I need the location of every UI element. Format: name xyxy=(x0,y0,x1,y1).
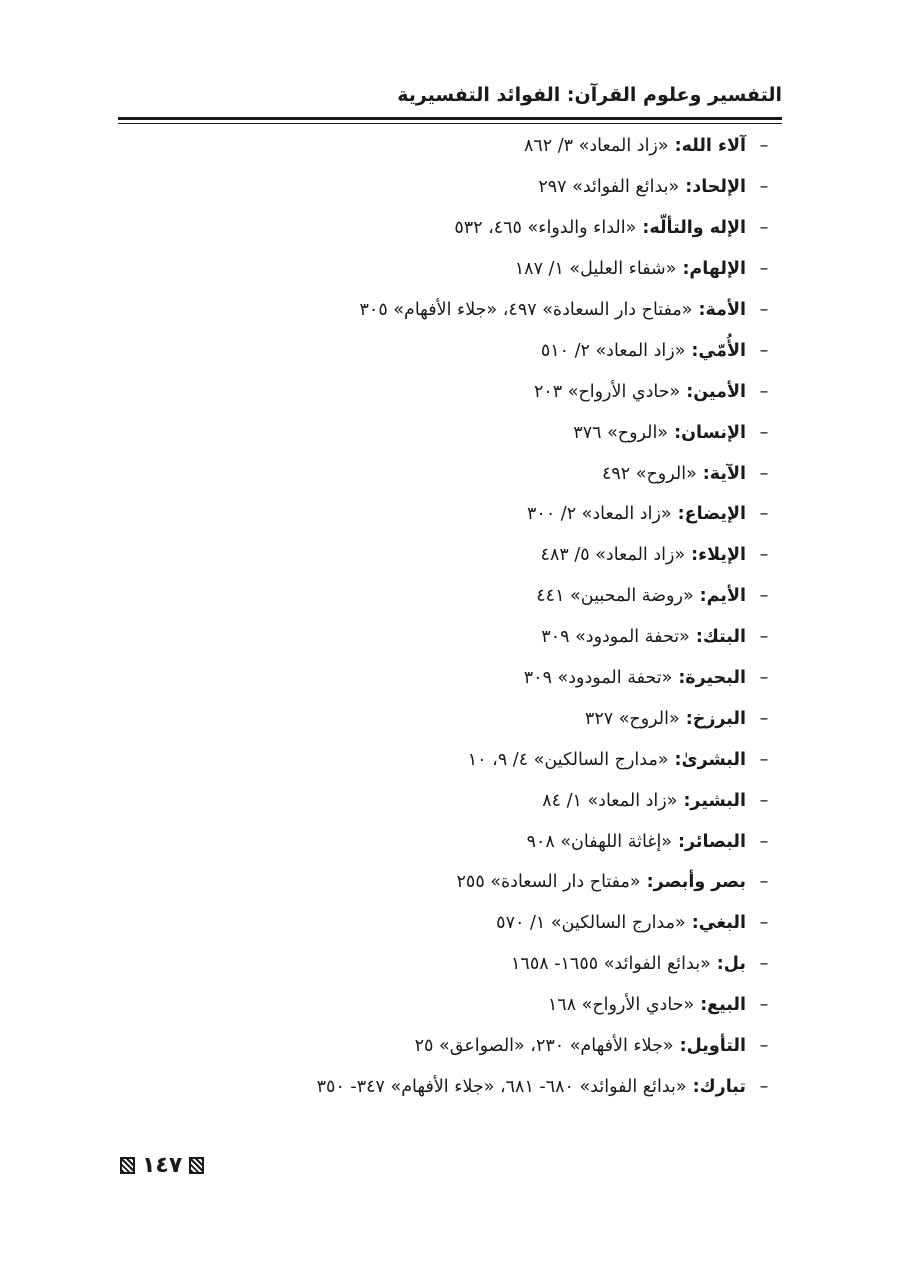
entry-reference: «مدارج السالكين» ٤/ ٩، ١٠ xyxy=(467,749,669,770)
entry-term: آلاء الله: xyxy=(674,136,746,157)
entry-reference: «تحفة المودود» ٣٠٩ xyxy=(523,668,673,689)
entry-dash: – xyxy=(759,627,769,648)
header-rule-thin xyxy=(118,123,782,124)
page-footer xyxy=(120,1153,204,1178)
index-entry xyxy=(102,494,782,535)
header-rule-thick xyxy=(118,117,782,120)
entry-reference: «مفتاح دار السعادة» ٢٥٥ xyxy=(456,872,641,893)
entry-dash: – xyxy=(759,422,769,443)
index-entry xyxy=(102,1066,782,1107)
entry-term: الإله والتألّه: xyxy=(642,218,746,239)
entry-term: البصائر: xyxy=(678,831,746,852)
entry-reference: «شفاء العليل» ١/ ١٨٧ xyxy=(514,259,677,280)
entry-reference: «حادي الأرواح» ١٦٨ xyxy=(547,995,695,1016)
entry-term: الإنسان: xyxy=(674,422,746,443)
index-entry xyxy=(102,290,782,331)
entry-reference: «جلاء الأفهام» ٢٣٠، «الصواعق» ٢٥ xyxy=(414,1036,674,1057)
entry-dash: – xyxy=(759,340,769,361)
entry-dash: – xyxy=(759,708,769,729)
entry-dash: – xyxy=(759,954,769,975)
ornament-left-icon xyxy=(120,1157,135,1174)
entry-term: الآية: xyxy=(702,463,746,484)
entry-reference: «زاد المعاد» ٥/ ٤٨٣ xyxy=(540,545,686,566)
entry-reference: «مدارج السالكين» ١/ ٥٧٠ xyxy=(496,913,686,934)
index-entry xyxy=(102,617,782,658)
entry-reference: «بدائع الفوائد» ١٦٥٥- ١٦٥٨ xyxy=(511,954,711,975)
entry-dash: – xyxy=(759,504,769,525)
entry-dash: – xyxy=(759,668,769,689)
entry-term: البرزخ: xyxy=(685,708,746,729)
index-entry xyxy=(102,658,782,699)
entry-term: البتك: xyxy=(695,627,746,648)
entry-dash: – xyxy=(759,790,769,811)
entry-term: البحيرة: xyxy=(678,668,746,689)
entry-dash: – xyxy=(759,1076,769,1097)
entry-dash: – xyxy=(759,177,769,198)
entry-term: تبارك: xyxy=(692,1076,746,1097)
entry-reference: «مفتاح دار السعادة» ٤٩٧، «جلاء الأفهام» ٣٠٥ xyxy=(359,300,693,320)
entry-dash: – xyxy=(759,995,769,1016)
entry-term: الأيم: xyxy=(699,586,746,607)
entry-reference: «زاد المعاد» ١/ ٨٤ xyxy=(542,790,678,811)
entry-reference: «بدائع الفوائد» ٢٩٧ xyxy=(538,177,680,198)
running-header: التفسير وعلوم القرآن: الفوائد التفسيرية xyxy=(397,84,782,106)
index-entry xyxy=(102,412,782,453)
entry-dash: – xyxy=(759,463,769,484)
entry-dash: – xyxy=(759,136,769,157)
entry-reference: «الروح» ٣٢٧ xyxy=(584,708,680,729)
entry-term: البغي: xyxy=(691,913,746,934)
index-entry xyxy=(102,739,782,780)
entry-dash: – xyxy=(759,1036,769,1057)
entry-term: الإيلاء: xyxy=(691,545,746,566)
entry-dash: – xyxy=(759,586,769,607)
index-entry xyxy=(102,903,782,944)
index-list xyxy=(102,126,782,1107)
index-entry xyxy=(102,330,782,371)
entry-term: البشرىٰ: xyxy=(674,749,746,770)
index-entry xyxy=(102,862,782,903)
entry-term: الأمين: xyxy=(686,381,746,402)
index-entry xyxy=(102,126,782,167)
index-entry xyxy=(102,535,782,576)
entry-dash: – xyxy=(759,545,769,566)
entry-dash: – xyxy=(759,259,769,280)
entry-dash: – xyxy=(759,300,769,320)
entry-reference: «روضة المحبين» ٤٤١ xyxy=(536,586,694,607)
index-entry xyxy=(102,576,782,617)
entry-reference: «زاد المعاد» ٢/ ٥١٠ xyxy=(540,340,686,361)
index-entry xyxy=(102,167,782,208)
entry-dash: – xyxy=(759,913,769,934)
entry-term: بصر وأبصر: xyxy=(646,872,746,893)
index-entry xyxy=(102,698,782,739)
entry-reference: «الداء والدواء» ٤٦٥، ٥٣٢ xyxy=(454,218,637,239)
index-entry xyxy=(102,371,782,412)
entry-reference: «بدائع الفوائد» ٦٨٠- ٦٨١، «جلاء الأفهام» ٣٤٧- ٣٥٠ xyxy=(316,1076,687,1097)
entry-reference: «زاد المعاد» ٢/ ٣٠٠ xyxy=(527,504,672,525)
entry-term: الإلهام: xyxy=(682,259,746,280)
entry-term: البيع: xyxy=(700,995,746,1016)
index-entry xyxy=(102,944,782,985)
page-number: ١٤٧ xyxy=(142,1153,183,1178)
entry-reference: «حادي الأرواح» ٢٠٣ xyxy=(533,381,681,402)
entry-reference: «تحفة المودود» ٣٠٩ xyxy=(541,627,690,648)
entry-term: البشير: xyxy=(683,790,746,811)
index-entry xyxy=(102,821,782,862)
entry-dash: – xyxy=(759,381,769,402)
index-entry xyxy=(102,985,782,1026)
entry-dash: – xyxy=(759,749,769,770)
index-entry xyxy=(102,208,782,249)
index-entry xyxy=(102,1026,782,1067)
index-entry xyxy=(102,780,782,821)
index-entry xyxy=(102,249,782,290)
entry-reference: «إغاثة اللهفان» ٩٠٨ xyxy=(526,831,673,852)
index-entry xyxy=(102,453,782,494)
entry-dash: – xyxy=(759,872,769,893)
entry-dash: – xyxy=(759,218,769,239)
entry-term: بل: xyxy=(716,954,746,975)
entry-term: التأويل: xyxy=(679,1036,746,1057)
entry-reference: «الروح» ٣٧٦ xyxy=(573,422,669,443)
entry-dash: – xyxy=(759,831,769,852)
entry-reference: «الروح» ٤٩٢ xyxy=(602,463,697,484)
entry-term: الإلحاد: xyxy=(685,177,746,198)
entry-term: الإيضاع: xyxy=(677,504,746,525)
entry-term: الأمة: xyxy=(698,300,746,320)
entry-term: الأُمّي: xyxy=(691,340,746,361)
entry-reference: «زاد المعاد» ٣/ ٨٦٢ xyxy=(523,136,669,157)
ornament-right-icon xyxy=(189,1157,204,1174)
